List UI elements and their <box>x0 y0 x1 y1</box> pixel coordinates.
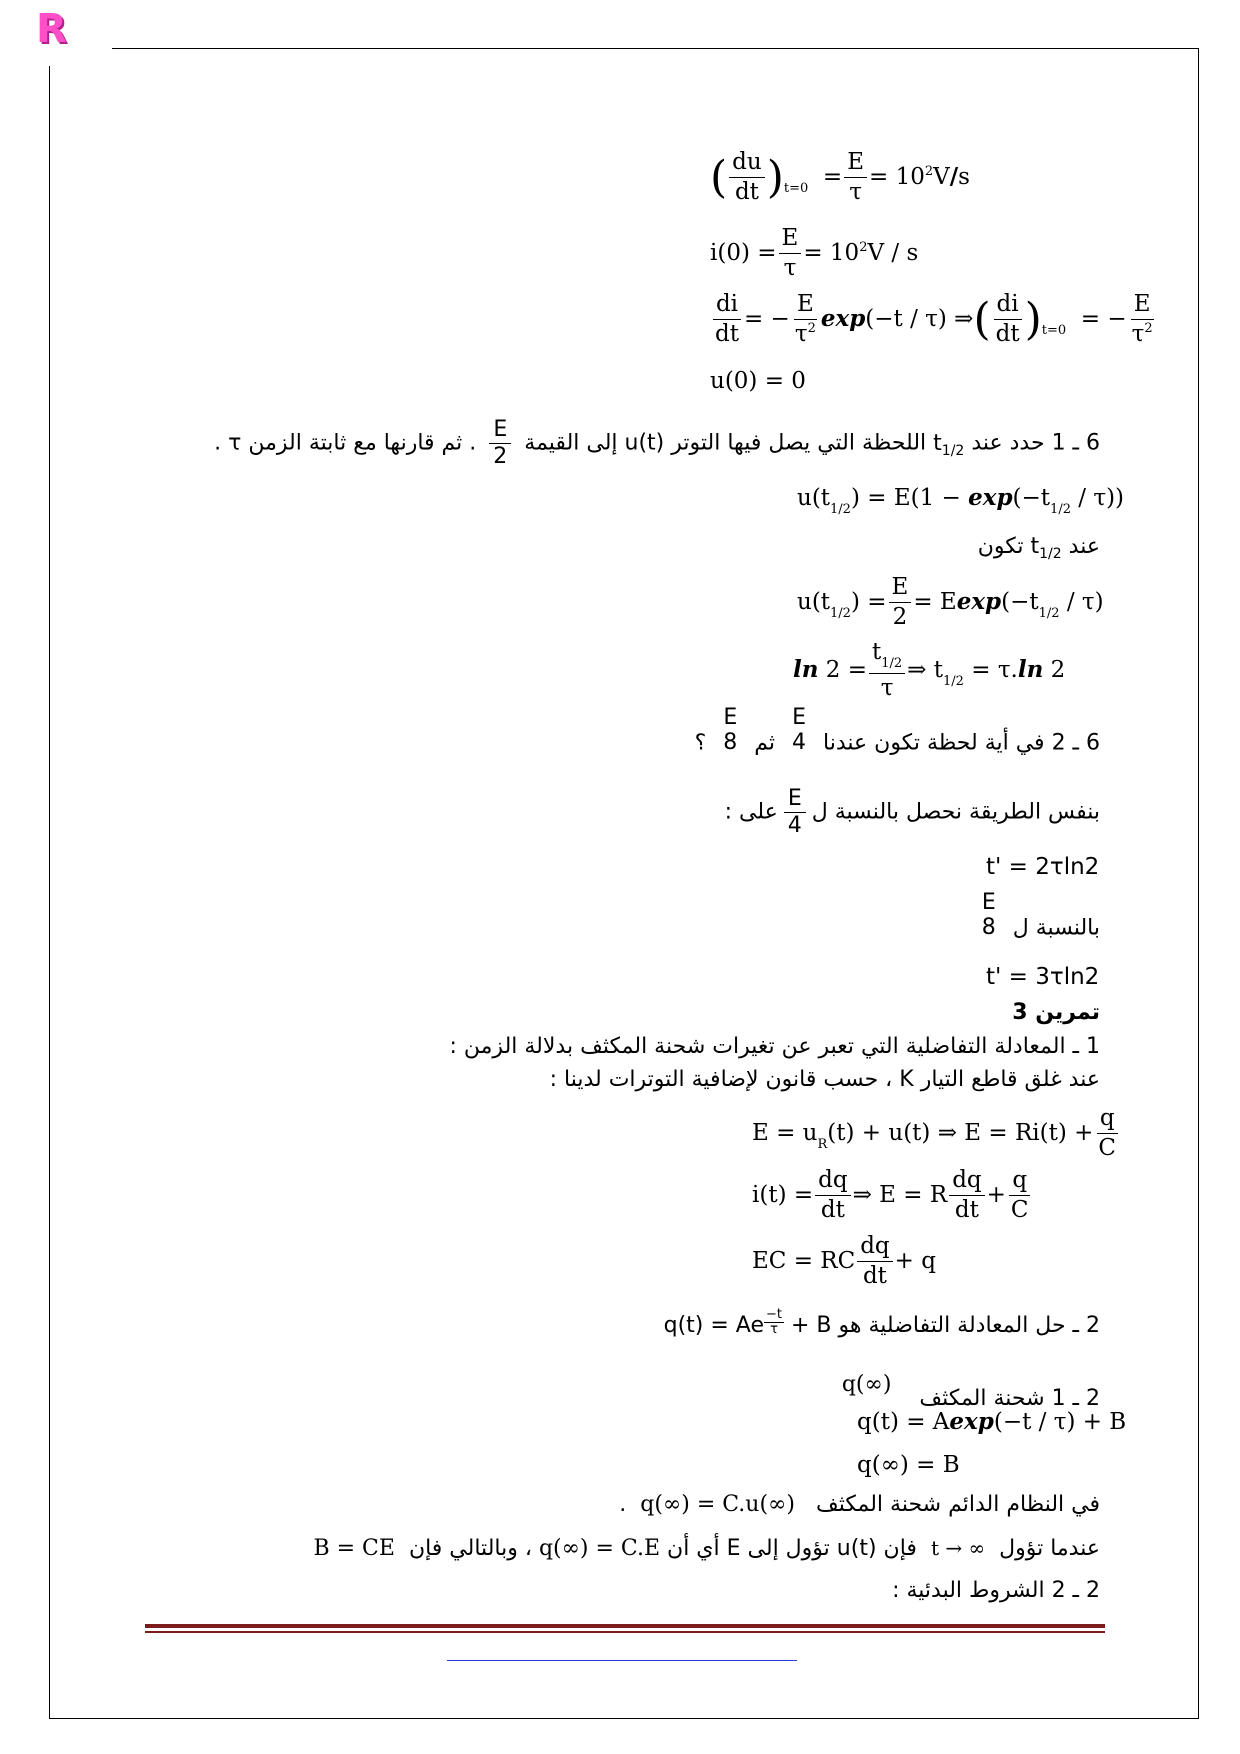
ratio-E8-text: بالنسبة ل E 8 <box>981 890 1100 941</box>
paragraph-5: في النظام الدائم شحنة المكثف q(∞) = C.u(∞) . <box>619 1492 1100 1517</box>
paragraph-6: عندما تؤول t → ∞ فإن u(t) تؤول إلى E أي أن q(∞) = C.E ، وبالتالي فإن B = CE <box>313 1536 1100 1561</box>
frame-bottom-line <box>49 1718 1199 1719</box>
equation-EC: EC = RC $\frac{dq}{dt}$ + q <box>752 1233 936 1290</box>
footer-rule-thin <box>145 1631 1105 1633</box>
paragraph-1: 1 ـ المعادلة التفاضلية التي تعبر عن تغيرات شحنة المكثف بدلالة الزمن : <box>449 1034 1100 1059</box>
equation-E-sum: $E = u_R(t) + u(t)$ ⇒ E = Ri(t) + $\frac{q}{C}$ <box>752 1105 1117 1162</box>
at-t-half-text: عند $t_{1/2}$ تكون <box>977 534 1100 562</box>
footer-rule-thick <box>145 1624 1105 1628</box>
result-t-3tau-ln2: t' = 3τln2 <box>986 964 1100 990</box>
same-method-text: بنفس الطريقة نحصل بالنسبة ل $\frac{E}{4}$ على : <box>724 786 1100 839</box>
equation-i-dq: i(t) = $\frac{dq}{dt}$ ⇒ E = R $\frac{dq}{dt}$ + $\frac{q}{C}$ <box>752 1167 1029 1224</box>
equation-du-dt: ( $\frac{du}{dt}$ )$_{t=0}$ = $\frac{E}{\tau}$ = $10^2V/s$ <box>710 149 970 206</box>
result-t-2tau-ln2: t' = 2τln2 <box>986 854 1100 880</box>
frame-top-line <box>112 48 1199 49</box>
paragraph-2: عند غلق قاطع التيار K ، حسب قانون لإضافية التوترات لدينا : <box>549 1067 1100 1092</box>
equation-ln2: ln 2 = $\frac{t_{1/2}}{\tau}$ ⇒ $t_{1/2} = \tau.\ln$ 2 <box>793 639 1066 702</box>
question-6-2: 6 ـ 2 في أية لحظة تكون عندنا E 4 ثم E 8 ؟ <box>694 705 1100 756</box>
equation-u0: u(0) = 0 <box>710 368 806 394</box>
question-6-1: 6 ـ 1 حدد عند $t_{1/2}$ اللحظة التي يصل فيها التوتر u(t) إلى القيمة $\frac{E}{2}$ . ثم قارنها مع ثابتة الزمن τ . <box>214 417 1100 470</box>
equation-u-half-E: $u(t_{1/2})$ = $\frac{E}{2}$ = $Eexp(-t_{1/2} / \tau)$ <box>797 574 1104 631</box>
frame-left-line <box>49 66 50 1719</box>
paragraph-4: 2 ـ 1 شحنة المكثف q(∞) <box>841 1372 1100 1411</box>
equation-u-t-half: $u(t_{1/2}) = E(1 - \exp(-t_{1/2} / \tau))$ <box>797 484 1125 517</box>
equation-di-dt: $\frac{di}{dt}$ = − $\frac{E}{\tau^2}$ exp(−t / τ) ⇒( $\frac{di}{dt}$ )$_{t=0}$ = − $\frac{E}{\tau^2}$ <box>710 292 1158 348</box>
equation-q-inf-B: q(∞) = B <box>857 1452 960 1478</box>
footer-link-line[interactable] <box>447 1660 797 1661</box>
exercise-3-heading: تمرين 3 <box>1012 1000 1100 1025</box>
equation-q-t: q(t) = Aexp(−t / τ) + B <box>857 1408 1127 1435</box>
paragraph-7: 2 ـ 2 الشروط البدئية : <box>892 1578 1100 1603</box>
equation-i0: i(0) = $\frac{E}{\tau}$ = $10^2V$ / s <box>710 225 919 282</box>
paragraph-3: 2 ـ حل المعادلة التفاضلية هو q(t) = Ae $\frac{-t}{\tau}$ + B <box>663 1307 1100 1338</box>
logo: R <box>36 6 67 52</box>
frame-right-line <box>1198 48 1199 1719</box>
